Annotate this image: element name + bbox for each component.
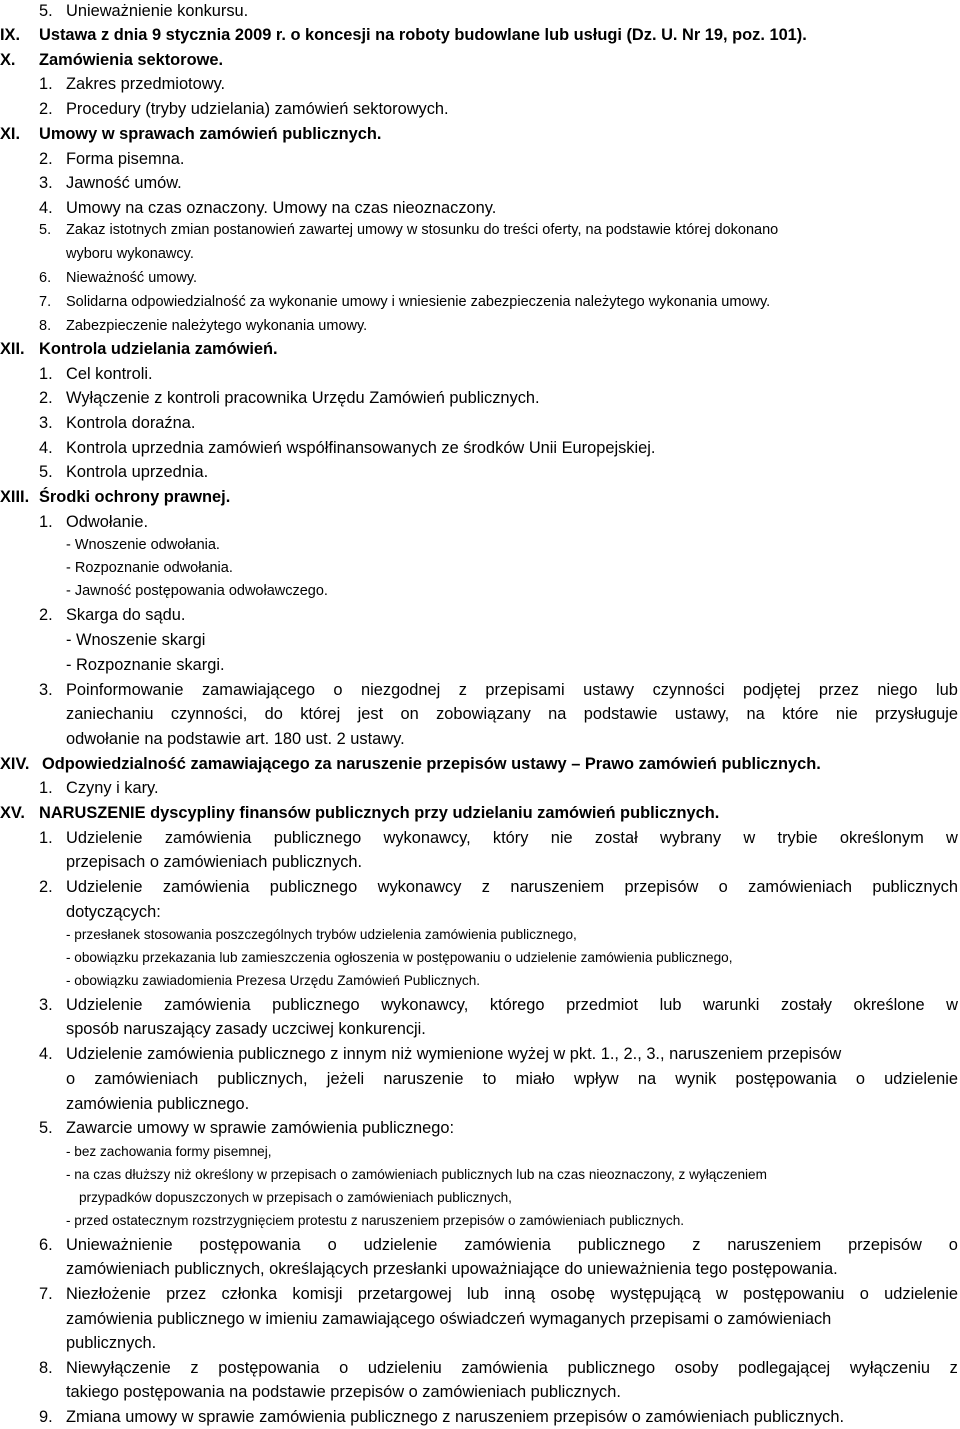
sub-item-text: - Wnoszenie odwołania.	[66, 537, 220, 553]
word: zamówieniach	[748, 878, 852, 896]
item-text: Kontrola uprzednia zamówień współfinansowanych ze środków Unii Europejskiej.	[66, 439, 656, 457]
item-text: Zmiana umowy w sprawie zamówienia publicznego z naruszeniem przepisów o zamówieniach publicznych.	[66, 1408, 845, 1426]
word: o	[333, 681, 343, 699]
word: lub	[935, 681, 958, 699]
word: czynności,	[170, 705, 248, 723]
word: na	[746, 705, 765, 723]
word: o	[327, 1236, 337, 1254]
word: udzielenie	[363, 1236, 438, 1254]
word: który	[492, 829, 529, 847]
item-number: 6.	[39, 1236, 53, 1254]
item-text: Wyłączenie z kontroli pracownika Urzędu Zamówień publicznych.	[66, 389, 540, 407]
item-number: 7.	[39, 294, 52, 310]
item-text: Odwołanie.	[66, 513, 149, 531]
word: którego	[489, 996, 545, 1014]
item-number: 5.	[39, 1119, 53, 1137]
word: z	[481, 878, 490, 896]
word: postępowaniu	[743, 1285, 845, 1303]
word: komisji	[292, 1285, 343, 1303]
item-number: 8.	[39, 318, 52, 334]
word: został	[594, 829, 638, 847]
item-number: 1.	[39, 365, 53, 383]
justified-line	[66, 1284, 958, 1304]
word: na	[637, 1070, 657, 1088]
item-number: 1.	[39, 829, 53, 847]
word: zaniechaniu	[66, 705, 154, 723]
word: inną	[504, 1285, 536, 1303]
word: wynik	[675, 1070, 717, 1088]
section-number: XV.	[0, 804, 25, 822]
item-number: 4.	[39, 199, 53, 217]
word: przez	[166, 1285, 207, 1303]
section-title: Umowy w sprawach zamówień publicznych.	[39, 125, 382, 143]
word: Unieważnienie	[66, 1236, 173, 1254]
word: wyłączeniu	[849, 1359, 930, 1377]
item-text: sposób naruszający zasady uczciwej konkurencji.	[66, 1020, 426, 1038]
word: o	[718, 878, 728, 896]
word: występującą	[610, 1285, 701, 1303]
word: postępowania	[199, 1236, 301, 1254]
word: Niezłożenie	[66, 1285, 151, 1303]
word: publicznego	[577, 1236, 666, 1254]
word: zobowiązany	[436, 705, 531, 723]
section-number: XIII.	[0, 488, 30, 506]
word: jest	[357, 705, 384, 723]
word: ustawy	[583, 681, 635, 699]
word: przysługuje	[875, 705, 958, 723]
sub-item-text: - przed ostatecznym rozstrzygnięciem protestu z naruszeniem przepisów o zamówieniach publicznych.	[66, 1213, 685, 1228]
word: zamawiającego	[201, 681, 315, 699]
item-text: Zabezpieczenie należytego wykonania umowy.	[66, 318, 368, 334]
word: udzieleniu	[367, 1359, 442, 1377]
justified-line	[66, 704, 958, 724]
item-number: 5.	[39, 2, 53, 20]
item-text: zamówieniach publicznych, określających przesłanki upoważniające do unieważnienia tego postępowania.	[66, 1260, 838, 1278]
word: publicznego	[567, 1359, 656, 1377]
word: wybrany	[660, 829, 722, 847]
item-text: Kontrola doraźna.	[66, 414, 196, 432]
item-text: dotyczących:	[66, 903, 161, 921]
sub-item-text: - na czas dłuższy niż określony w przepisach o zamówieniach publicznych lub na czas nieoznaczony, z wyłączeniem	[66, 1167, 767, 1182]
word: do	[264, 705, 283, 723]
word: przetargowej	[357, 1285, 452, 1303]
word: o	[855, 1070, 865, 1088]
section-title: Zamówienia sektorowe.	[39, 51, 223, 69]
item-text: Unieważnienie konkursu.	[66, 2, 249, 20]
section-number: XIV.	[0, 755, 30, 773]
word: z	[692, 1236, 701, 1254]
item-text: takiego postępowania na podstawie przepisów o zamówieniach publicznych.	[66, 1383, 621, 1401]
word: przepisami	[485, 681, 565, 699]
section-number: X.	[0, 51, 16, 69]
item-text: przepisach o zamówieniach publicznych.	[66, 853, 363, 871]
item-text: Umowy na czas oznaczony. Umowy na czas nieoznaczony.	[66, 199, 497, 217]
sub-item-text: - Rozpoznanie skargi.	[66, 656, 225, 674]
word: zamówienia	[162, 878, 250, 896]
sub-item-text: przypadków dopuszczonych w przepisach o zamówieniach publicznych,	[79, 1190, 512, 1205]
item-number: 2.	[39, 150, 53, 168]
sub-item-text: - Rozpoznanie odwołania.	[66, 560, 233, 576]
word: określone	[853, 996, 925, 1014]
item-text: zamówienia publicznego.	[66, 1095, 250, 1113]
word: niezgodnej	[361, 681, 441, 699]
word: podlegającej	[738, 1359, 831, 1377]
item-number: 3.	[39, 414, 53, 432]
word: przepisów	[624, 878, 699, 896]
word: o	[339, 1359, 349, 1377]
item-number: 4.	[39, 439, 53, 457]
word: zamówienia	[461, 1359, 548, 1377]
word: której	[300, 705, 341, 723]
word: jeżeli	[326, 1070, 365, 1088]
item-text: Zawarcie umowy w sprawie zamówienia publicznego:	[66, 1119, 455, 1137]
section-title: NARUSZENIE dyscypliny finansów publicznych przy udzielaniu zamówień publicznych.	[39, 804, 720, 822]
word: nie	[550, 829, 573, 847]
word: wykonawcy,	[383, 829, 471, 847]
justified-line	[66, 828, 958, 848]
item-number: 2.	[39, 100, 53, 118]
item-number: 9.	[39, 1408, 53, 1426]
word: przez	[818, 681, 859, 699]
sub-item-text: - przesłanek stosowania poszczególnych trybów udzielenia zamówienia publicznego,	[66, 927, 577, 942]
word: które	[782, 705, 819, 723]
word: udzielenie	[884, 1285, 958, 1303]
word: ustawy,	[674, 705, 730, 723]
item-number: 6.	[39, 270, 52, 286]
word: miało	[515, 1070, 555, 1088]
section-number: IX.	[0, 26, 21, 44]
word: o	[948, 1236, 958, 1254]
item-number: 8.	[39, 1359, 53, 1377]
word: publicznego	[272, 996, 360, 1014]
item-number: 3.	[39, 681, 53, 699]
section-title: Odpowiedzialność zamawiającego za naruszenie przepisów ustawy – Prawo zamówień publicznych.	[42, 755, 821, 773]
word: wpływ	[574, 1070, 619, 1088]
word: naruszeniem	[510, 878, 605, 896]
word: Udzielenie	[66, 829, 143, 847]
item-text: Udzielenie zamówienia publicznego z innym niż wymienione wyżej w pkt. 1., 2., 3., naruszeniem przepisów	[66, 1045, 842, 1063]
sub-item-text: - obowiązku zawiadomienia Prezesa Urzędu Zamówień Publicznych.	[66, 973, 481, 988]
sub-item-text: - Wnoszenie skargi	[66, 631, 206, 649]
section-title: Środki ochrony prawnej.	[39, 488, 231, 506]
word: w	[946, 996, 958, 1014]
word: o	[66, 1070, 76, 1088]
word: z	[458, 681, 467, 699]
item-number: 3.	[39, 996, 53, 1014]
word: naruszenie	[383, 1070, 464, 1088]
item-text: publicznych.	[66, 1334, 157, 1352]
item-number: 1.	[39, 513, 53, 531]
justified-line	[66, 877, 958, 897]
word: z	[190, 1359, 199, 1377]
item-text: Procedury (tryby udzielania) zamówień sektorowych.	[66, 100, 449, 118]
word: podjętej	[743, 681, 801, 699]
word: przedmiot	[566, 996, 639, 1014]
item-text: wyboru wykonawcy.	[66, 246, 194, 262]
justified-line	[66, 995, 958, 1015]
item-number: 2.	[39, 878, 53, 896]
word: lub	[466, 1285, 489, 1303]
word: Udzielenie	[66, 878, 143, 896]
word: zamówienia	[164, 996, 251, 1014]
item-number: 4.	[39, 1045, 53, 1063]
word: zamówienia	[164, 829, 252, 847]
item-number: 7.	[39, 1285, 53, 1303]
word: postępowania	[218, 1359, 320, 1377]
word: warunki	[702, 996, 760, 1014]
item-text: Forma pisemna.	[66, 150, 185, 168]
word: Udzielenie	[66, 996, 143, 1014]
justified-line	[66, 1358, 958, 1378]
sub-item-text: - obowiązku przekazania lub zamieszczenia ogłoszenia w postępowaniu o udzielenie zamówienia publicznego,	[66, 950, 733, 965]
word: to	[482, 1070, 497, 1088]
item-text: Czyny i kary.	[66, 779, 159, 797]
word: Niewyłączenie	[66, 1359, 171, 1377]
word: trybie	[777, 829, 818, 847]
section-number: XII.	[0, 340, 25, 358]
item-text: Jawność umów.	[66, 174, 182, 192]
item-text: zamówienia publicznego w imieniu zamawiającego oświadczeń wymaganych przepisami o zamówieniach	[66, 1310, 832, 1328]
word: lub	[659, 996, 682, 1014]
item-number: 5.	[39, 222, 52, 238]
item-number: 3.	[39, 174, 53, 192]
section-title: Kontrola udzielania zamówień.	[39, 340, 278, 358]
item-number: 2.	[39, 606, 53, 624]
word: osoby	[674, 1359, 719, 1377]
word: postępowania	[735, 1070, 837, 1088]
item-number: 5.	[39, 463, 53, 481]
word: publicznego	[269, 878, 358, 896]
word: członka	[221, 1285, 278, 1303]
sub-item-text: - bez zachowania formy pisemnej,	[66, 1144, 272, 1159]
item-text: Cel kontroli.	[66, 365, 153, 383]
word: wykonawcy	[377, 878, 462, 896]
section-title: Ustawa z dnia 9 stycznia 2009 r. o koncesji na roboty budowlane lub usługi (Dz. U. Nr 19, poz. 101).	[39, 26, 807, 44]
item-number: 1.	[39, 779, 53, 797]
item-number: 2.	[39, 389, 53, 407]
word: naruszeniem	[727, 1236, 822, 1254]
word: zostały	[780, 996, 832, 1014]
justified-line	[66, 1069, 958, 1089]
word: czynności	[652, 681, 725, 699]
word: przepisów	[848, 1236, 922, 1254]
justified-line	[66, 1235, 958, 1255]
item-text: Zakres przedmiotowy.	[66, 75, 226, 93]
word: zamówienia	[464, 1236, 551, 1254]
item-text: Nieważność umowy.	[66, 270, 198, 286]
word: publicznych,	[217, 1070, 308, 1088]
word: udzielenie	[884, 1070, 958, 1088]
section-number: XI.	[0, 125, 21, 143]
word: w	[716, 1285, 728, 1303]
word: określonym	[839, 829, 924, 847]
word: o	[859, 1285, 869, 1303]
word: nie	[835, 705, 858, 723]
item-text: Skarga do sądu.	[66, 606, 186, 624]
word: on	[400, 705, 419, 723]
word: osobę	[550, 1285, 596, 1303]
word: podstawie	[583, 705, 658, 723]
word: publicznych	[872, 878, 958, 896]
item-text: Solidarna odpowiedzialność za wykonanie umowy i wniesienie zabezpieczenia należytego wykonania umowy.	[66, 294, 771, 310]
word: na	[548, 705, 567, 723]
word: z	[949, 1359, 958, 1377]
item-text: odwołanie na podstawie art. 180 ust. 2 ustawy.	[66, 730, 405, 748]
item-number: 1.	[39, 75, 53, 93]
item-text: Zakaz istotnych zmian postanowień zawartej umowy w stosunku do treści oferty, na podstawie której dokonano	[66, 222, 779, 238]
word: w	[743, 829, 756, 847]
word: w	[946, 829, 958, 847]
word: zamówieniach	[94, 1070, 199, 1088]
word: Poinformowanie	[66, 681, 184, 699]
justified-line	[66, 680, 958, 700]
item-text: Kontrola uprzednia.	[66, 463, 209, 481]
word: niego	[877, 681, 918, 699]
word: wykonawcy,	[381, 996, 469, 1014]
word: publicznego	[273, 829, 362, 847]
sub-item-text: - Jawność postępowania odwoławczego.	[66, 583, 328, 599]
